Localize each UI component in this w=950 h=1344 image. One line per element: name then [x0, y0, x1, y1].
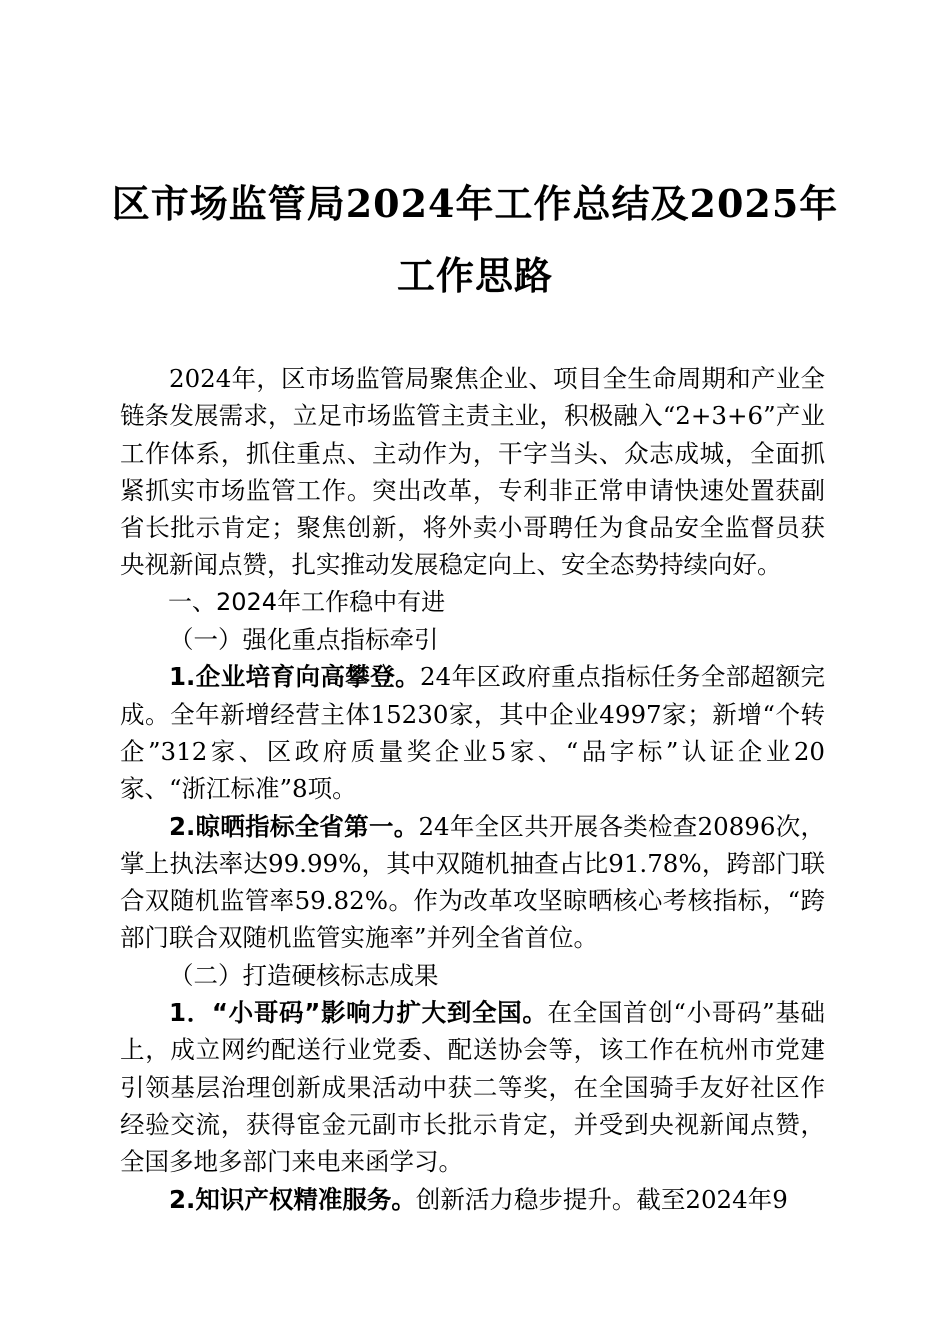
paragraph-text: 在全国首创“小哥码”基础上，成立网约配送行业党委、配送协会等，该工作在杭州市党建引领基层治理创新成果活动中获二等奖，在全国骑手友好社区作经验交流，获得宦金元副市长批示肯定，并受到央视新闻点赞，全国多地多部门来电来函学习。: [120, 998, 825, 1177]
subsection-heading: （二）打造硬核标志成果: [169, 960, 439, 990]
paragraph-text: 24年全区共开展各类检查20896次，掌上执法率达99.99%，其中双随机抽查占比91.78%，跨部门联合双随机监管率59.82%。作为改革攻坚晾晒核心考核指标，“跨部门联合双随机监管实施率”并列全省首位。: [120, 811, 825, 953]
paragraph-text: 创新活力稳步提升。截至2024年9: [415, 1184, 788, 1214]
paragraph-lead: 1．“小哥码”影响力扩大到全国。: [169, 998, 548, 1028]
document-title: 区市场监管局2024年工作总结及2025年工作思路: [111, 181, 839, 298]
paragraph-lead: 1.企业培育向高攀登。: [169, 662, 421, 692]
paragraph-ip-service: [120, 1181, 825, 1218]
subsection-heading: （一）强化重点指标牵引: [169, 625, 439, 655]
section-heading: 一、2024年工作稳中有进: [168, 587, 446, 616]
paragraph-xiaogema: [120, 994, 825, 1180]
document-body: [120, 360, 825, 1218]
paragraph-enterprise-cultivation: [120, 658, 825, 807]
paragraph-indicators: [120, 808, 825, 957]
paragraph-lead: 2.知识产权精准服务。: [169, 1184, 416, 1214]
paragraph-text: 24年区政府重点指标任务全部超额完成。全年新增经营主体15230家，其中企业4997家；新增“个转企”312家、区政府质量奖企业5家、“品字标”认证企业20家、“浙江标准”8项。: [120, 662, 825, 804]
paragraph-lead: 2.晾晒指标全省第一。: [169, 811, 419, 841]
intro-paragraph: 2024年，区市场监管局聚焦企业、项目全生命周期和产业全链条发展需求，立足市场监管主责主业，积极融入“2+3+6”产业工作体系，抓住重点、主动作为，干字当头、众志成城，全面抓紧抓实市场监管工作。突出改革，专利非正常申请快速处置获副省长批示肯定；聚焦创新，将外卖小哥聘任为食品安全监督员获央视新闻点赞，扎实推动发展稳定向上、安全态势持续向好。: [120, 364, 825, 580]
